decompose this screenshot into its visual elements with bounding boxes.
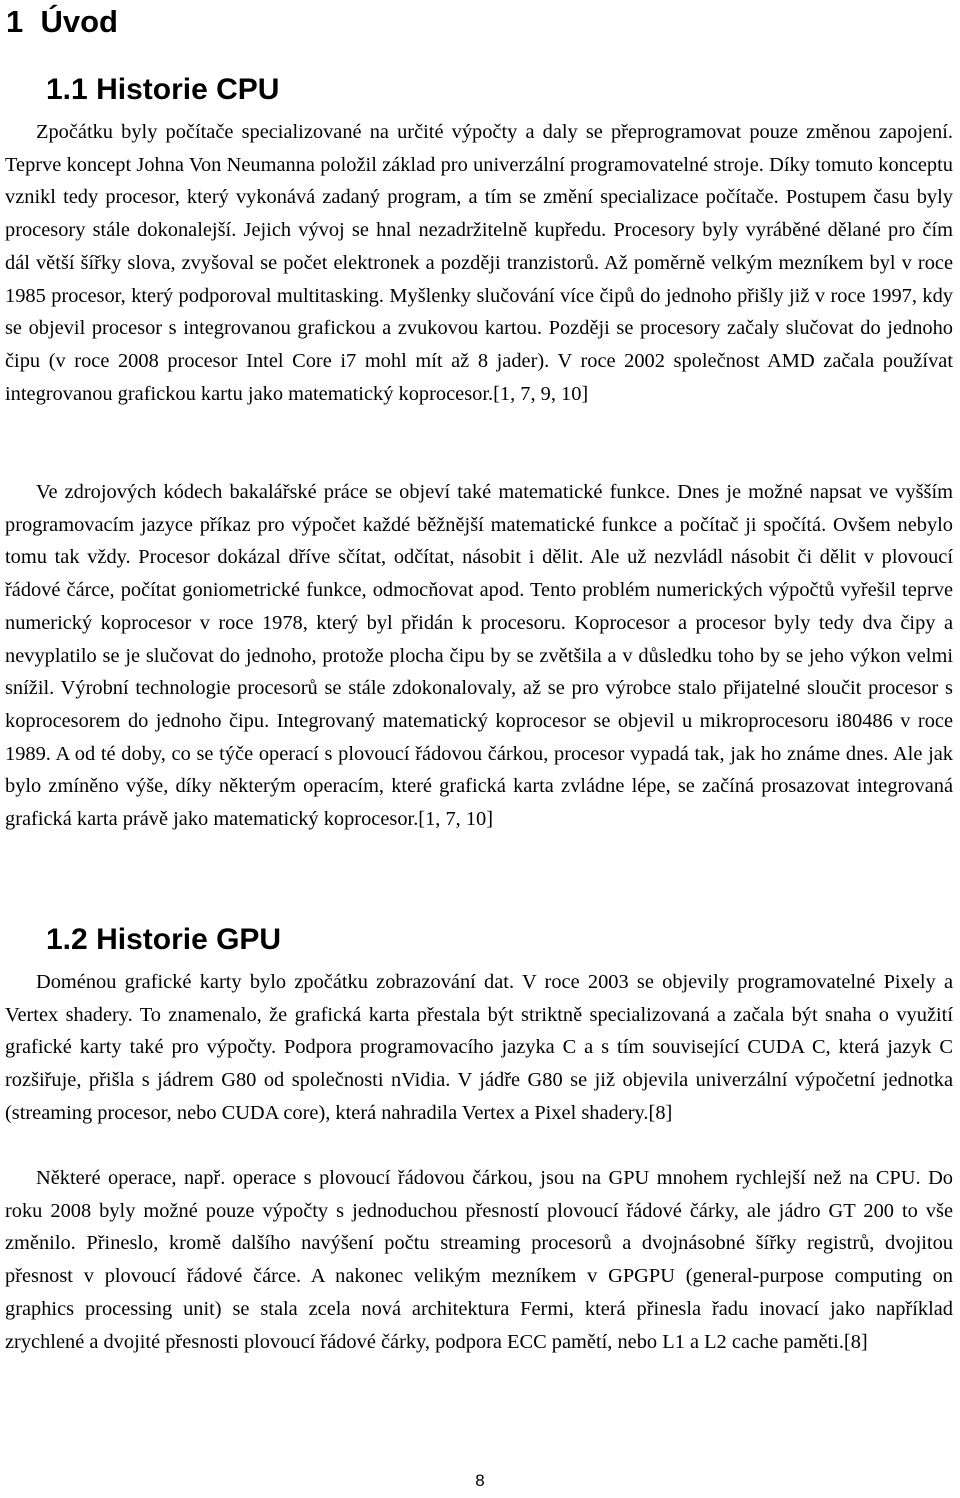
chapter-number: 1 [6,4,24,39]
section-heading-cpu [46,70,279,110]
section-title: Historie GPU [96,923,282,956]
chapter-heading [6,0,118,44]
section-title: Historie CPU [96,73,280,106]
section-number: 1.2 [46,923,88,956]
section-number: 1.1 [46,73,88,106]
page-number: 8 [475,1471,485,1490]
section-heading-gpu [46,920,281,960]
paragraph: Doménou grafické karty bylo zpočátku zobrazování dat. V roce 2003 se objevily programovatelné Pixely a Vertex shadery. To znamenalo, že grafická karta přestala být striktně specializovaná a začala být snaha o využití grafické karty také pro výpočty. Podpora programovacího jazyka C a s tím související CUDA C, která jazyk C rozšiřuje, přišla s jádrem G80 od společnosti nVidia. V jádře G80 se již objevila univerzální výpočetní jednotka (streaming procesor, nebo CUDA core), která nahradila Vertex a Pixel shadery.[8] [5,971,953,1124]
chapter-title: Úvod [40,4,118,39]
paragraph: Některé operace, např. operace s plovoucí řádovou čárkou, jsou na GPU mnohem rychlejší než na CPU. Do roku 2008 byly možné pouze výpočty s jednoduchou přesností plovoucí řádové čárky, ale jádro GT 200 to vše změnilo. Přineslo, kromě dalšího navýšení počtu streaming procesorů a dvojnásobné šířky registrů, dvojitou přesnost v plovoucí řádové čárce. A nakonec velikým mezníkem v GPGPU (general-purpose computing on graphics processing unit) se stala zcela nová architektura Fermi, která přinesla řadu inovací jako například zrychlené a dvojité přesnosti plovoucí řádové čárky, podpora ECC pamětí, nebo L1 a L2 cache paměti.[8] [5,1167,953,1353]
paragraph: Zpočátku byly počítače specializované na určité výpočty a daly se přeprogramovat pouze změnou zapojení. Teprve koncept Johna Von Neumanna položil základ pro univerzální programovatelné stroje. Díky tomuto konceptu vznikl tedy procesor, který vykonává zadaný program, a tím se změní specializace počítače. Postupem času byly procesory stále dokonalejší. Jejich vývoj se hnal nezadržitelně kupředu. Procesory byly vyráběné dělané pro čím dál větší šířky slova, zvyšoval se počet elektronek a později tranzistorů. Až poměrně velkým mezníkem byl v roce 1985 procesor, který podporoval multitasking. Myšlenky slučování více čipů do jednoho přišly již v roce 1997, kdy se objevil procesor s integrovanou grafickou a zvukovou kartou. Později se procesory začaly slučovat do jednoho čipu (v roce 2008 procesor Intel Core i7 mohl mít až 8 jader). V roce 2002 společnost AMD začala používat integrovanou grafickou kartu jako matematický koprocesor.[1, 7, 9, 10] [5,121,953,405]
paragraph: Ve zdrojových kódech bakalářské práce se objeví také matematické funkce. Dnes je možné napsat ve vyšším programovacím jazyce příkaz pro výpočet každé běžnější matematické funkce a počítač ji spočítá. Ovšem nebylo tomu tak vždy. Procesor dokázal dříve sčítat, odčítat, násobit i dělit. Ale už nezvládl násobit či dělit v plovoucí řádové čárce, počítat goniometrické funkce, odmocňovat apod. Tento problém numerických výpočtů vyřešil teprve numerický koprocesor v roce 1978, který byl přidán k procesoru. Koprocesor a procesor byly tedy dva čipy a nevyplatilo se je slučovat do jednoho, protože plocha čipu by se zvětšila a v důsledku toho by se jeho výkon velmi snížil. Výrobní technologie procesorů se stále zdokonalovaly, až se pro výrobce stalo přijatelné sloučit procesor s koprocesorem do jednoho čipu. Integrovaný matematický koprocesor se objevil u mikroprocesoru i80486 v roce 1989. A od té doby, co se týče operací s plovoucí řádovou čárkou, procesor vypadá tak, jak ho známe dnes. Ale jak bylo zmíněno výše, díky některým operacím, které grafická karta zvládne lépe, se začíná prosazovat integrovaná grafická karta právě jako matematický koprocesor.[1, 7, 10] [5,481,953,831]
